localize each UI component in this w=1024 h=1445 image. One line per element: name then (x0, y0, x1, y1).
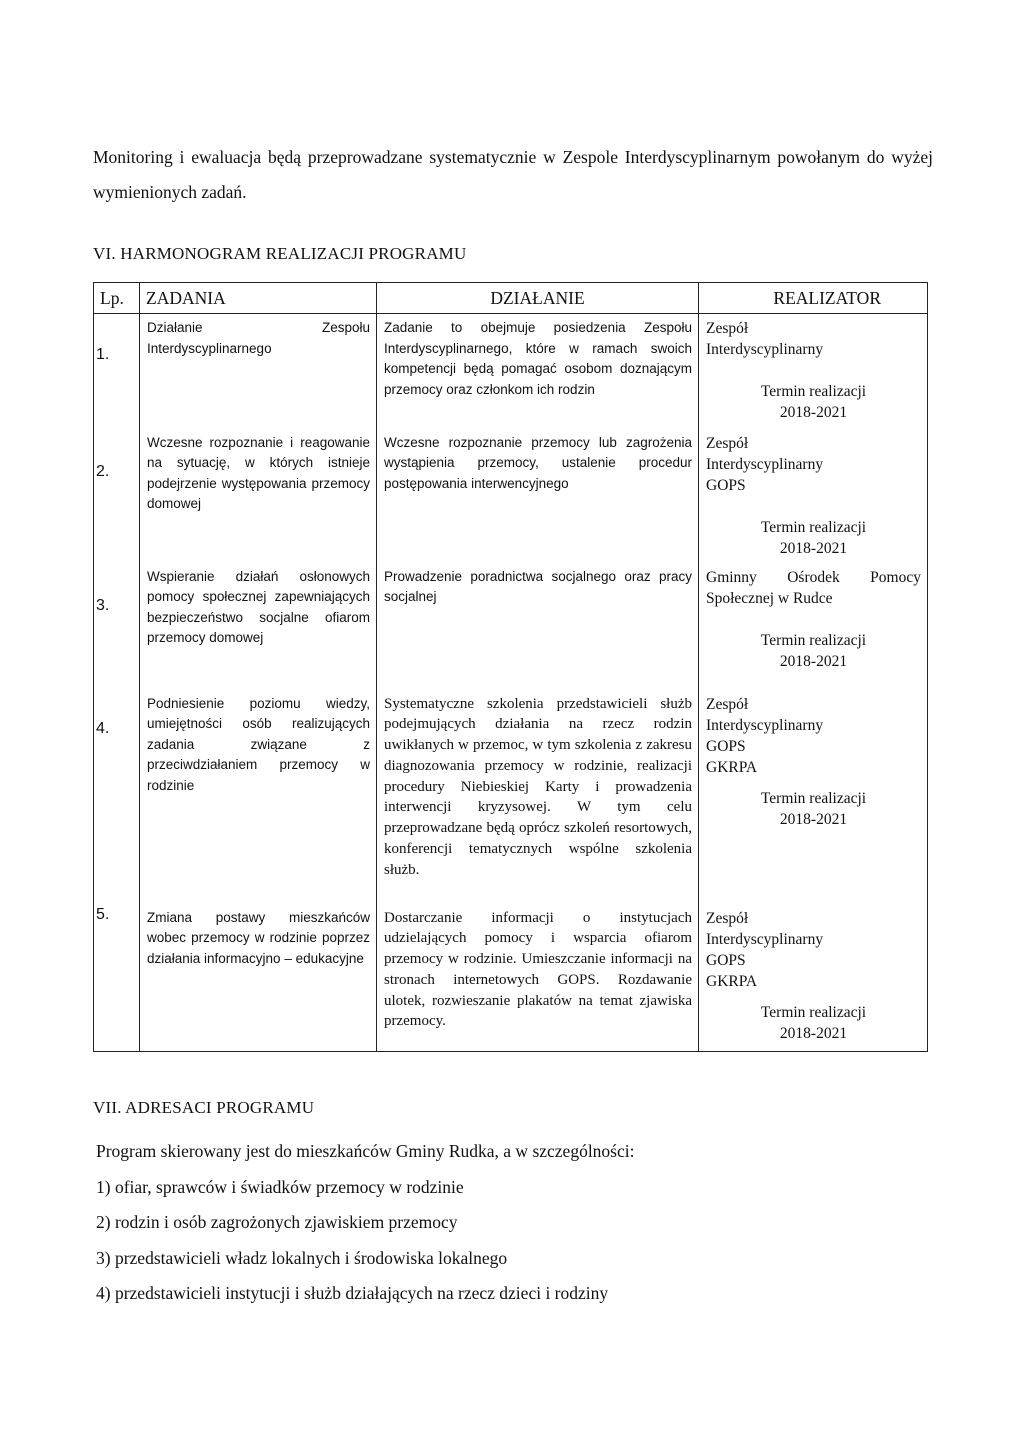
list-item: Program skierowany jest do mieszkańców Gminy Rudka, a w szczególności: (96, 1141, 635, 1161)
row-dzialanie: Systematyczne szkolenia przedstawicieli służb podejmujących działania na rzecz rodzin uwikłanych w przemoc, w tym szkolenia z zakresu diagnozowania przemocy w rodzinie, realizacji procedury Niebieskiej Karty i prowadzenia interwencji kryzysowej. W tym celu przeprowadzane będą oprócz szkoleń resortowych, konferencji tematycznych wspólne szkolenia służb. (384, 695, 692, 878)
row-number: 1. (96, 346, 110, 363)
list-item: 3) przedstawicieli władz lokalnych i środowiska lokalnego (96, 1247, 508, 1268)
list-item: 4) przedstawicieli instytucji i służb działających na rzecz dzieci i rodziny (96, 1283, 609, 1304)
table-row (94, 563, 928, 690)
row-number: 3. (96, 596, 110, 614)
termin-label: Termin realizacji (760, 518, 867, 536)
section-title-harmonogram: VI. HARMONOGRAM REALIZACJI PROGRAMU (93, 244, 467, 263)
table-header-row (94, 283, 928, 314)
realizator-line: Zespół (706, 434, 749, 452)
row-realizator (699, 314, 927, 427)
row-dzialanie: Prowadzenie poradnictwa socjalnego oraz pracy socjalnej (384, 568, 692, 604)
realizator-line: Gminny Ośrodek Pomocy Społecznej w Rudce (706, 568, 921, 607)
table-row (94, 429, 928, 563)
realizator-line: Interdyscyplinarny (706, 455, 824, 473)
list-item: 2) rodzin i osób zagrożonych zjawiskiem przemocy (96, 1212, 458, 1233)
header-lp: Lp. (94, 283, 140, 314)
intro-paragraph: Monitoring i ewaluacja będą przeprowadzane systematycznie w Zespole Interdyscyplinarnym powołanym do wyżej wymienionych zadań. (93, 147, 933, 202)
row-number: 5. (96, 905, 110, 923)
realizator-line: Interdyscyplinarny (706, 930, 824, 948)
row-number: 4. (96, 719, 110, 737)
realizator-line: GOPS (706, 476, 746, 494)
realizator-line: GKRPA (706, 972, 758, 990)
row-zadanie: Zmiana postawy mieszkańców wobec przemocy w rodzinie poprzez działania informacyjno – edukacyjne (147, 909, 370, 966)
realizator-line: Zespół (706, 909, 749, 927)
termin-value: 2018-2021 (779, 539, 848, 557)
termin-value: 2018-2021 (779, 652, 848, 670)
header-zadania: ZADANIA (140, 283, 377, 314)
realizator-line: Zespół (706, 320, 749, 337)
termin-label: Termin realizacji (760, 789, 867, 807)
termin-value: 2018-2021 (779, 810, 848, 828)
row-dzialanie: Wczesne rozpoznanie przemocy lub zagrożenia wystąpienia przemocy, ustalenie procedur postępowania interwencyjnego (384, 434, 692, 491)
row-zadanie: Działanie Zespołu Interdyscyplinarnego (147, 320, 370, 356)
row-zadanie: Wspieranie działań osłonowych pomocy społecznej zapewniających bezpieczeństwo socjalne ofiarom przemocy domowej (147, 568, 370, 645)
row-realizator (699, 690, 927, 834)
section-title-adresaci: VII. ADRESACI PROGRAMU (93, 1098, 315, 1117)
realizator-line: Interdyscyplinarny (706, 716, 824, 734)
row-zadanie: Wczesne rozpoznanie i reagowanie na sytuację, w których istnieje podejrzenie występowania przemocy domowej (147, 434, 370, 511)
termin-value: 2018-2021 (779, 1024, 848, 1042)
row-realizator (699, 429, 927, 563)
row-dzialanie: Dostarczanie informacji o instytucjach udzielających pomocy i wsparcia ofiarom przemocy w rodzinie. Umieszczanie informacji na stronach internetowych GOPS. Rozdawanie ulotek, rozwieszanie plakatów na temat zjawiska przemocy. (384, 909, 692, 1030)
realizator-line: Interdyscyplinarny (706, 341, 824, 358)
row-zadanie: Podniesienie poziomu wiedzy, umiejętności osób realizujących zadania związane z przeciwdziałaniem przemocy w rodzinie (147, 695, 370, 793)
list-item: 1) ofiar, sprawców i świadków przemocy w rodzinie (96, 1176, 464, 1197)
harmonogram-table (93, 282, 928, 1052)
row-dzialanie: Zadanie to obejmuje posiedzenia Zespołu Interdyscyplinarnego, które w ramach swoich kompetencji będą pomagać osobom doznającym przemocy oraz członkom ich rodzin (384, 320, 692, 397)
termin-label: Termin realizacji (760, 631, 867, 649)
addressees-list (96, 1134, 916, 1312)
table-row (94, 904, 928, 1052)
table-row (94, 314, 928, 429)
realizator-line: Zespół (706, 695, 749, 713)
termin-value: 2018-2021 (779, 404, 848, 421)
row-realizator (699, 904, 927, 1048)
termin-label: Termin realizacji (760, 383, 867, 400)
row-realizator (699, 563, 927, 676)
row-number: 2. (96, 462, 110, 480)
realizator-line: GOPS (706, 737, 746, 755)
realizator-line: GOPS (706, 951, 746, 969)
termin-label: Termin realizacji (760, 1003, 867, 1021)
table-row (94, 690, 928, 904)
header-dzialanie: DZIAŁANIE (377, 283, 699, 314)
realizator-line: GKRPA (706, 758, 758, 776)
header-realizator: REALIZATOR (699, 283, 928, 314)
